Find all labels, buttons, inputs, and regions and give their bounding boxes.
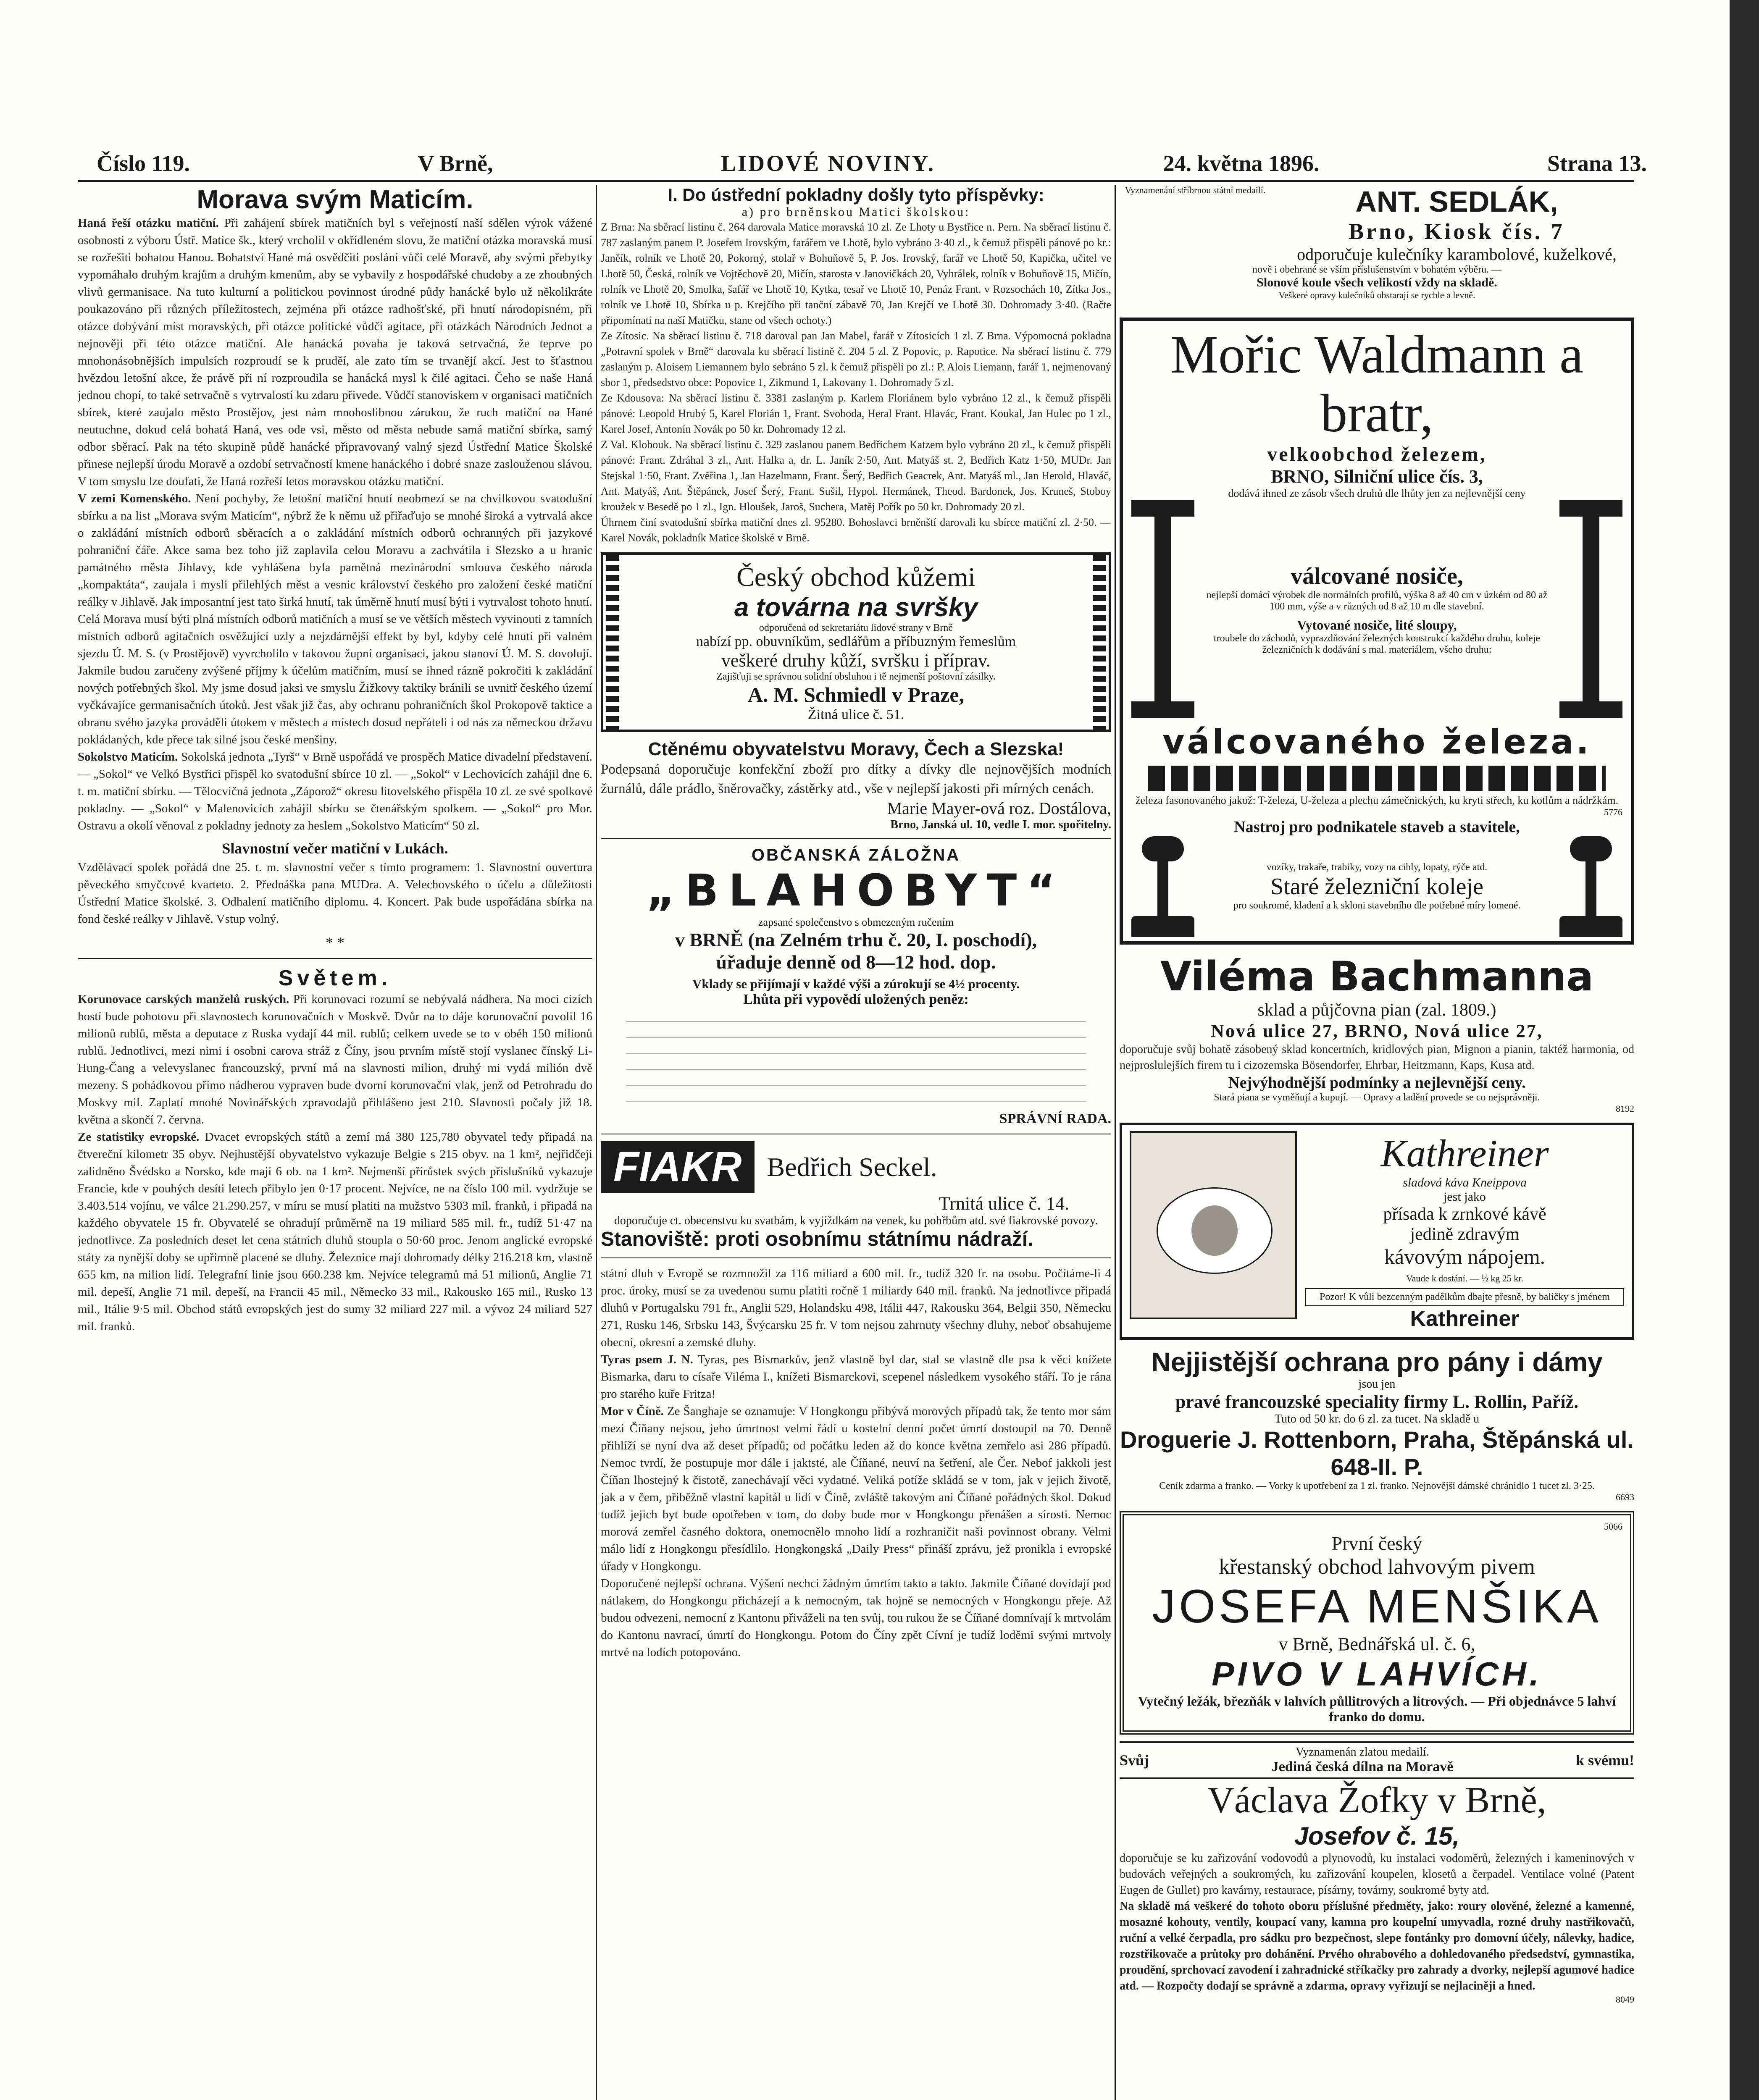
ad-address: Josefov č. 15, (1294, 1822, 1460, 1850)
subtitle: a) pro brněnskou Matici školskou: (741, 205, 970, 219)
issue-number: Číslo 119. (97, 151, 190, 176)
ad-text: nabízí pp. obuvníkům, sedlářům a příbuzným řemeslům (696, 634, 1016, 649)
ad-text: dodává ihned ze zásob všech druhů dle lhůty jen za nejlevnější ceny (1228, 487, 1526, 499)
ad-price: Tuto od 50 kr. do 6 zl. za tucet. Na skladě u (1274, 1412, 1480, 1425)
ad-bank-name: „BLAHOBYT“ (646, 865, 1066, 916)
ad-text: Slonové koule všech velikostí vždy na skladě. (1257, 276, 1497, 289)
page-header (97, 143, 1647, 176)
ad-text: Vytečný ležák, březňák v lahvích půllitrových a litrových. — Při objednávce 5 lahví franko do domu. (1138, 1693, 1616, 1724)
ad-slogan: Svůj (1120, 1752, 1149, 1769)
coffee-package-illustration (1130, 1131, 1297, 1319)
ad-address: BRNO, Silniční ulice čís. 3, (1271, 466, 1483, 487)
ad-title: Český obchod kůžemi (736, 562, 975, 592)
ad-address: v Brně, Bednářská ul. č. 6, (1278, 1634, 1475, 1654)
ad-firm: Viléma Bachmanna (1160, 953, 1594, 1000)
ad-firm: ANT. SEDLÁK, (1355, 185, 1558, 218)
ad-subtitle: velkoobchod železem, (1267, 443, 1487, 465)
article-paragraph (601, 1403, 1111, 1575)
article-title: Morava svým Maticím. (197, 185, 473, 214)
newspaper-title: LIDOVÉ NOVINY. (720, 151, 936, 176)
rail-illustration (1559, 836, 1622, 937)
article-paragraph: Doporučené nejlepší ochrana. Výšení nechci žádným úmrtím takto a takto. Jakmile Číňané dovídají pod nátlakem, do Hongkongu přicházejí a k nemocným, tak hojně se nemocných v Hongkongu přeje. Až budou odvezeni, nemocní z Kantonu přiváželi na ten svůj, tou rukou že se Číňané domnívají k mrtvolám do Kantonu navrací, úmrtí do Hongkongu. Potom do Číny zpět Cívní je tudíž loděmi svými mrtvoly mrtvé na lodích potopováno. (601, 1577, 1111, 1659)
ad-item-heading: válcované nosiče, (1291, 563, 1463, 589)
section-rule (78, 958, 592, 959)
donations-text: Ze Kdousova: Na sběrací listinu č. 3381 zaslaným p. Karlem Floriánem bylo vybráno 12 zl., k čemuž přispěli pánové: Leopold Hrubý 5, Karel Florián 1, Frant. Svoboda, Heral Frant. Hlavác, Frant. Koukal, Jan Hulec po 1 zl., Karel Josef, Antonín Novák po 50 kr. Dohromady 12 zl. (601, 392, 1111, 435)
ad-highlight: Nejvýhodnější podmínky a nejlevnější ceny. (1228, 1074, 1526, 1092)
ad-title: Ctěnému obyvatelstvu Moravy, Čech a Slezska! (648, 739, 1064, 759)
ad-text: pro soukromé, kladení a k skloni stavebního dle potřebné míry lomené. (1233, 900, 1521, 911)
subheading: Mor v Číně. (601, 1404, 664, 1418)
subheading: V zemi Komenského. (78, 492, 191, 505)
ad-hours: úřaduje denně od 8—12 hod. dop. (716, 951, 996, 973)
ad-text: Na skladě má veškeré do tohoto oboru příslušné předměty, jako: roury olověné, železné a kamenné, mosazné kohouty, ventily, koupací vany, kamna pro koupelní umyvadla, rozné druhy nastřikovačů, ruční a velké čerpadla, pro sádku pro bezpečnost, slepe fontánky pro domovní účely, nálevky, hadice, rozstřikovače a průtoky pro dohánění. Prvého ohrabového a dohledovaného předsedství, gymnastika, proudění, sprchovací zavodení i zahradnické stříkačky pro zahrady a dvorky, nejlepší agumové hadice atd. — Rozpočty dodají se správně a zdarma, opravy vyřizují se nejlaciněji a hned. (1120, 1900, 1634, 1992)
ad-text: odporučuje kulečníky karambolové, kuželkové, (1297, 245, 1617, 264)
ad-text: jest jako (1443, 1190, 1486, 1204)
ad-subtitle: a továrna na svršky (734, 593, 978, 622)
ad-address: Brno, Kiosk čís. 7 (1349, 219, 1565, 244)
ad-text: pravé francouzské speciality firmy L. Rollin, Paříž. (1175, 1391, 1579, 1412)
ad-logo: FIAKR (601, 1141, 755, 1193)
article-paragraph (78, 1129, 592, 1335)
column-1 (78, 185, 592, 2100)
paragraph-text: Při zahájení sbírek matičních byl s veřejností naší sdělen výrok vážené osobnosti z výboru Ústř. Matice šk., který vrcholil v okřídleném slovu, že matiční otázka moravská musí se rozřešiti bohatou Hanou. Bohatství Hané má osvědčiti poslání vůči celé Moravě, aby svými přebytky vypomáhalo druhým krajům a druhým kmenům, aby se vybavily z hospodářské chudoby a ze zhoubných vlivů germanisace. Na tuto kulturní a politickou povinnost úrodné půdy hanácké bylo už několikráte poukazováno při různých příležitostech, zejména při otázce radhošťské, při hnutí národopisném, při otázce dobývání míst moravských, při otázce politické vůdčí agitace, při otázkách Národních Jednot a nejnověji při této otázce matiční. Ale hanácká povaha je taková setrvačná, že teprve po mnohonásobnějších impulsích rozproudí se k pruděí, ale zato tím se trvanějí akcí. Jest to šťastnou hvězdou letošní akce, že právě při ní rozproudila se hanácká mysl k čilé agitaci. Čeho se naše Haná jednou chopí, to také setrvačně s vytrvalostí ku zdaru přivede. Vůdčí stanoviskem v organisaci matičních sbírek, které zaujalo město Prostějov, jest nám mnohoslibnou zárukou, že ruch matiční na Hané neutuchne, dokud celá bohatá Haná, ves ode vsi, město od města nebude samá matiční sbírka, samý odbor sběrací. Pak na této skupině půdě hanácké připravovaný valný sjezd Ústřední Matice Školské přinese nejlepší úrodu Moravě a ozdobí setrvačností kmene hanáckého i dobré snaze zaslouženou slávou. V tom smyslu lze doufati, že Haná rozřeší letos moravskou otázku matiční. (78, 216, 592, 488)
ad-number: 6693 (1616, 1492, 1634, 1502)
separator-stars: * * (326, 934, 344, 951)
ad-piano-store (1120, 953, 1634, 1114)
column-2 (601, 185, 1111, 2100)
subheading: Ze statistiky evropské. (78, 1130, 200, 1144)
ad-subtitle: zapsané společenstvo s obmezeným ručením (758, 916, 954, 928)
ad-clothing (601, 739, 1111, 832)
article-paragraph (601, 1351, 1111, 1403)
subheading: Tyras psem J. N. (601, 1353, 693, 1366)
ad-text: Podepsaná doporučuje konfekční zboží pro dítky a dívky dle nejnovějších modních žurnálů, dále prádlo, šněrovačky, zástěrky atd., vše v nejlepší jakosti při mírných cenách. (601, 762, 1111, 796)
lead-heading: Haná řeší otázku matiční. (78, 216, 219, 230)
donations-text: Z Brna: Na sběrací listinu č. 264 darovala Matice moravská 10 zl. Ze Lhoty u Bystřice n. Pern. Na sběrací listinu č. 787 zaslaným panem P. Josefem Irovským, farářem ve Lhotě, bylo vybráno 3·40 zl., k čemuž přispěli pánové po kr.: Janěík, rolník ve Lhotě 20, Pokorný, stolař v Bohuňově 5, P. Jos. Irovský, farář ve Lhotě 50, Kapička, učitel ve Lhotě 50, Česká, rolník ve Vojtěchově 20, Mičín, starosta v Janovičkách 20, Vyhrálek, rolník v Bohuňově 15, Mičín, rolník ve Lhotě 20, Smolka, šafář ve Lhotě 10, Kytka, tesař ve Lhotě 10, Penáz Frant. v Rozsochách 10, Zítka Jos., rolník ve Lhotě 10, Sbírka u p. Krejčího při tanční zábavě 70, Jan Krejčí ve Lhotě 30. Dohromady 3·40. (Račte připomínati na naší Matičku, stane od všech ochoty.) (601, 221, 1111, 326)
ad-subtitle: křestanský obchod lahvovým pivem (1219, 1555, 1535, 1579)
ad-text: doporučuje ct. obecenstvu ku svatbám, k vyjíždkám na venek, ku pohřbům atd. své fiakrovské povozy. (614, 1214, 1098, 1227)
article-paragraph (78, 490, 592, 748)
paragraph-text: Není pochyby, že letošní matiční hnutí neobmezí se na chvilkovou svatodušní sbírku a na list „Morava svým Maticím“, nýbrž že k němu už přiřaďujo se mnohé široká a vytrvalá akce o zakládání místních odborů sběracích a o zakládání místních odborů ochranných při jazykové pohraniční čáře. Akce sama bez toho již zaplavila celou Moravu a zachvátila i Slezsko a u hranic památného města Jihlavy, kde vyhlášena byla pamětná mezinárodní smlouva českého národa „kompaktáta“, zaujala i mysli přilehlých měst a vesnic království českého pro založení české matiční reálky v Jihlavě. Jak imposantní jest tato širká hnutí, tak úměrně hnutí musí býti i vytrvalost tohoto hnutí. Celá Morava musí býti plná místních odborů matičních a musí se ve větších městech vyvinouti z tamních místních odborů agitačních osvěžující uzly a nejzdárnější effekt by byl, kdyby celé hnutí při valném sjezdu Ú. M. S. (v Prostějově) vyvrcholilo v takovou župní organisaci, jakou stanoví Ú. M. S. dovolují. Jakmile budou zaručeny zvýšené příjmy k účelům matičním, musí se ihned rázně pokročiti k zakládání nových potřebných škol. My jsme dosud jaksi ve smyslu Žižkovy taktiky bránili se uvnitř českého území vyčkávajíce germanisačních útoků. Jest však již čas, aby ochranu pohraničních škol Prokopově taktice a obranu svého jazyka prováděli útokem v městech a místech dosud nepřáteli i od nás za německou državu pokládaných, kde přece tak silné jsou české menšiny. (78, 492, 592, 746)
ad-address: v BRNĚ (na Zelném trhu č. 20, I. poschodí), (675, 929, 1037, 950)
ad-text: veškeré druhy kůží, svršku i příprav. (721, 650, 991, 671)
ad-number: 8049 (1616, 1994, 1634, 2005)
ad-text: kávovým nápojem. (1384, 1245, 1546, 1268)
article-paragraph: státní dluh v Evropě se rozmnožil za 116 miliard a 600 mil. fr., tudíž 320 fr. na osobu. Počítáme-li 4 proc. úroky, musí se za uvedenou sumu platiti ročně 1 miliardy 640 mil. franků. Na jednotlivce připadá dluhů v Portugalsku 791 fr., Anglii 529, Holandsku 498, Itálii 447, Rakousku 364, Belgii 350, Německu 271, Rusku 146, Srbsku 143, Švýcarsku 25 fr. V tom nejsou zahrnuty všechny dluhy, neboť obsahujeme obecní, okresní a zemské dluhy. (601, 1267, 1111, 1349)
ad-note: Vyznamenán zlatou medailí. (1296, 1746, 1429, 1759)
ad-firm: Václava Žofky v Brně, (1207, 1780, 1546, 1821)
subheading: Korunovace carských manželů ruských. (78, 992, 289, 1006)
ad-text: jsou jen (1358, 1378, 1396, 1391)
ad-number: 5776 (1604, 807, 1622, 817)
paragraph-text: Při korunovaci rozumí se nebývalá nádhera. Na moci cizích hostí bude pohotovu při slavnostech korunovačních v Moskvě. Dvůr na to dáje korunovační povolil 16 milionů rublů, města a deputace z Ruska vydají 44 mil. rublů; celkem uvede se to v obéh 150 milionů rublů. Jednotlivci, mezi nimi i osobni carova stráž z Číny, jsou prvním místě stojí vyslanec čínský Li-Hung-Čang a velevyslanec francouzský, první má na slavnosti milion, druhý mi vydá milión dvě mezeny. S pohádkovou přímo nádherou vypraven bude dvorní korunovační vlak, jenž od Petrohradu do Moskvy mil. Zaplatí mnohé Novinářských zpravodajů přihlášeno jest 210. Slavnosti počaly již 18. května a skončí 7. června. (78, 992, 592, 1126)
paragraph-text: Sokolská jednota „Tyrš“ v Brně uspořádá ve prospěch Matice divadelní představení. — „Sokol“ ve Velkó Bystřici přispěl ko svatodušní sbírce 10 zl. — „Sokol“ v Lechovicích zahájil dne 6. t. m. matiční sbírku. — Tělocvičná jednota „Záporož“ okresu litovelského přispěla 10 zl. ze své spolkové pokladny. — „Sokol“ v Malenovicích zahájil sbírku se čtenářským spolkem. — „Sokol“ pro Mor. Ostravu a okolí věnoval z pokladny jednoty za heslem „Sokolstvo Maticím“ 50 zl. (78, 750, 592, 832)
border-ornament (1093, 555, 1106, 730)
paragraph-text: Dvacet evropských států a zemí má 380 125,780 obyvatel tedy připadá na čtvereční kilometr 35 obyv. Nejhustější obyvatelstvo vykazuje Belgie s 215 obyv. na 1 km², nejřidčeji zalidněno Švédsko a Norsko, kde mají 6 ob. na 1 km². Nejmenší přírůstek svých příslušníků vykazuje Francie, kde v pouhých desíti letech přibylo jen 0·17 procent. Nejvíce, ne na číslo 100 mil. vydržuje se 3.403.514 vojínu, ve válce 21.290.257, v míru se musí platiti na mužstvo 5303 mil. franků, i připadá na každého obyvatele 15 fr. Obyvatelé se ohradují průměrně na 19 miliard 585 mil. fr., tudíž 51·47 na jednotlivce. Za posledních deset let cena státních dluhů stoupla o 50·60 proc. Jenom anglické evropské státy za nynější doby se upřimně placené se dluhy. Železnice mají dohromady délky 216.218 km, vlastně 655 km, na milion lidí. Telegrafní linie jsou 660.238 km. Nejvíce telegramů má 51 milionů, Anglie 71 mil. depeší, Anglie 71 mil. depeší, na Francii 45 mil., Německo 33 mil., Rakousko 165 mil., Rusko 13 mil., Itálie 9·5 mil. Obchod států evropských jest do sumy 32 miliard 227 mil. a vývoz 24 miliard 527 mil. franků. (78, 1130, 592, 1333)
ad-firm: JOSEFA MENŠIKA (1152, 1580, 1602, 1633)
subheading: Slavnostní večer matiční v Lukách. (222, 840, 448, 857)
column-divider (1115, 185, 1116, 2100)
city: V Brně, (418, 151, 493, 176)
section-title: Světem. (278, 966, 392, 990)
ad-text: doporučuje svůj bohatě zásobený sklad koncertních, kridlových pian, Mignon a pianin, taktéž harmonia, od nejproslulejších firem tu i cizozemska Bösendorfer, Ehrbar, Heitzmann, Kaps, Kusa atd. (1120, 1043, 1634, 1072)
paragraph-text: Tyras, pes Bismarkův, jenž vlastně byl dar, stal se vlastně dle psa k věci knížete Bismarka, daru to císaře Viléma I., knížeti Bismarckovi, scepenel následkem vysokého stáří. To je rána pro starého kuře Fritza! (601, 1353, 1111, 1401)
ad-product: PIVO V LAHVÍCH. (1212, 1655, 1542, 1693)
ad-firm: A. M. Schmiedl v Praze, (747, 683, 965, 706)
rate-table (626, 1011, 1086, 1108)
ad-text: přísada k zrnkové kávě (1383, 1205, 1546, 1224)
ad-title: OBČANSKÁ ZÁLOŽNA (751, 846, 961, 864)
ad-slogan: k svému! (1575, 1752, 1634, 1769)
ad-terms: Vklady se přijímají v každé výši a zúrokují se 4½ procenty. (692, 976, 1020, 991)
donations-text: Ze Zítosic. Na sběrací listinu č. 718 daroval pan Jan Mabel, farář v Zítosicích 1 zl. Z Brna. Výpomocná pokladna „Potravní spolek v Brně“ darovala ku sběrací listině č. 204 5 zl. Z Popovic, p. Rapotice. Na sběrací listinu č. 779 zaslaným p. Aloisem Liemannem bylo sebráno 5 zl. k čemuž přispěli po zl.: P. Alois Liemann, farář 1, nejmenovaný sbor 1, předsedstvo obce: Popovice 1, Zikmund 1, Lakovany 1. Dohromady 5 zl. (601, 330, 1111, 388)
paragraph-text: Ze Šanghaje se oznamuje: V Hongkongu přibývá morových případů tak, že tento mor sám mezi Číňany nejsou, jeho úmrtnost velmi řádí u kostelní denní počet úmrtí dostoupil na 70. Denně přihlíží se nyní dva až deset případů; od počátku leden až do konce května zemřelo asi 286 případů. Nemoc tvrdí, že postupuje mor dále i jaktsté, ale Číňané, neuví na šetření, ale Čer. Nebof jakkoli jest Číňan lhostejný k čistotě, zanechávají věci vydatné. Veliká potíže skládá se v tom, jak v jejich životě, jak a v čem, přiběžně vlastní kapitál u lidí v Číně, zvláště takovým ani Číňané pořádných škol. Dokud tudíž jejich byt bude opotřeben v tom, do doby bude mor v Hongkongu přenášen a sírosti. Nemoc morová zemřel časného doktora, onemocnělo mnoho lidí a rozhraničit naši povinnost obrany. Velmi málo lidí z Hongkongu přesídlilo. Hongkongská „Daily Press“ přináší zprávu, jež pronikla i evropské úřady v Hongkongu. (601, 1404, 1111, 1573)
article-paragraph (78, 215, 592, 490)
ad-price: Vaude k dostání. — ½ kg 25 kr. (1406, 1273, 1523, 1284)
ad-plumber (1120, 1741, 1634, 2005)
donations-text: Úhrnem činí svatodušní sbírka matiční dnes zl. 95280. Bohoslavci brněnští darovali ku sbírce matiční zl. 2·50. — Karel Novák, pokladník Matice školské v Brně. (601, 516, 1111, 544)
ad-address: Trnitá ulice č. 14. (939, 1193, 1069, 1214)
ad-item-heading: Staré železniční koleje (1270, 874, 1483, 900)
i-beam-illustration (1559, 500, 1622, 718)
ad-firm: Mořic Waldmann a bratr, (1170, 325, 1583, 443)
ad-logo: Kathreiner (1380, 1132, 1549, 1175)
ad-title: První český (1331, 1533, 1422, 1554)
ad-leather-shop (601, 552, 1111, 732)
ad-beer-merchant (1120, 1511, 1634, 1735)
ad-item-heading: Nastroj pro podnikatele staveb a stavitele, (1234, 818, 1520, 836)
ad-small: Stará piana se vyměňují a kupují. — Opravy a ladění provede se co nejsprávněji. (1214, 1092, 1540, 1103)
scan-edge (1730, 0, 1759, 2100)
article-paragraph (78, 748, 592, 835)
ad-firm: Bedřich Seckel. (767, 1152, 937, 1182)
column-divider (596, 185, 597, 2100)
ad-savings-bank (601, 846, 1111, 1127)
donations-text: Z Val. Klobouk. Na sběrací listinu č. 329 zaslanou panem Bedřichem Katzem bylo vybráno 20 zl., k čemuž přispěli pánové: Frant. Zdráhal 3 zl., Ant. Halka a, dr. L. Janík 2·50, Ant. Matyáš st. 2, Bedřich Katz 1·50, MUDr. Jan Stejskal 1·50, Frant. Zvěřina 1, Jan Hazelmann, Frant. Šerý, Bedřich Geacrek, Ant. Matyáš ml., Jan Herold, Hlaváč, Ant. Matyáš, Ant. Štěpánek, Josef Šerý, Frant. Sušil, Hypol. Hermánek, Theod. Bardonek, Jos. Kruneš, Stoboy kroužek v Besedě po 1 zl., Ign. Hloušek, Jaroš, Suchera, Matěj Pořík po 50 kr. Dohromady 20 zl. (601, 438, 1111, 513)
ad-rule (601, 838, 1111, 839)
ad-rollin (1120, 1347, 1634, 1503)
subheading: Sokolstvo Maticím. (78, 750, 178, 764)
ad-address: Žitná ulice č. 51. (807, 707, 904, 722)
article-paragraph: Vzdělávací spolek pořádá dne 25. t. m. slavnostní večer s tímto programem: 1. Slavnostní ouvertura pěveckého smyčcové kvarteto. 2. Přednáška pana MUDra. A. Velechovského o účelu a důležitosti Ústřední Matice školské. 3. Odhalení matičního diplomu. 4. Koncert. Pak bude uspořádána sbírka na fond české reálky v Jihlavě. Vstup volný. (78, 861, 592, 926)
header-rule (78, 180, 1634, 182)
rail-illustration (1131, 836, 1194, 937)
ad-address: Nová ulice 27, BRNO, Nová ulice 27, (1211, 1021, 1543, 1041)
ad-item-heading: Vytované nosiče, lité sloupy, (1297, 617, 1457, 633)
ad-warning: Pozor! K vůli bezcenným padělkům dbajte přesně, by balíčky s jménem (1305, 1288, 1624, 1306)
ad-text: železa fasonovaného jakož: T-železa, U-železa a plechu zámečnických, ku kryti střech, ku kotlům a nádržkám. (1135, 794, 1619, 806)
ad-small: Zajišťuji se správnou solidní obsluhou i tě nejmenší poštovní zásilky. (716, 671, 996, 682)
ad-note: Jediná česká dílna na Moravě (1271, 1759, 1454, 1774)
ad-note: Vyznamenání stříbrnou státní medailí. (1125, 185, 1266, 195)
ad-small: nově i obehrané se vším příslušenstvím v bohatém výběru. — (1252, 264, 1502, 275)
ad-shop: Droguerie J. Rottenborn, Praha, Štěpánská ul. 648-II. P. (1120, 1426, 1634, 1480)
ad-rule (601, 1257, 1111, 1258)
ad-small: Ceník zdarma a franko. — Vorky k upotřebení za 1 zl. franko. Nejnovější dámské chránidlo 1 tucet zl. 3·25. (1159, 1480, 1595, 1491)
ad-brand: Kathreiner (1410, 1307, 1520, 1331)
ad-number: 8192 (1616, 1103, 1634, 1114)
ad-billiards (1279, 185, 1634, 264)
ad-kathreiner-coffee (1120, 1123, 1634, 1340)
ad-big-heading: válcovaného železa. (1162, 722, 1591, 761)
ad-stand: Stanoviště: proti osobnímu státnímu nádraží. (601, 1228, 1033, 1250)
article-title: I. Do ústřední pokladny došly tyto příspěvky: (668, 185, 1044, 205)
ad-text: vozíky, trakaře, trabiky, vozy na cihly, lopaty, rýče atd. (1266, 862, 1488, 873)
ad-text: jedině zdravým (1410, 1225, 1520, 1244)
ad-text: troubele do záchodů, vyprazdňování železných konstrukcí každého druhu, koleje železničních k dodávání s mal. materiálem, všeho druhu: (1213, 633, 1541, 655)
ad-iron-merchant (1120, 318, 1634, 945)
i-beam-illustration (1131, 500, 1194, 718)
ad-signature: SPRÁVNÍ RADA. (999, 1111, 1111, 1126)
profile-strip-illustration (1148, 766, 1606, 791)
ad-small: Veškeré opravy kulečníků obstarají se rychle a levně. (1278, 290, 1475, 300)
ad-fiacre (601, 1141, 1111, 1251)
ad-address: Brno, Janská ul. 10, vedle I. mor. spořitelny. (890, 818, 1111, 831)
ad-subheading: Lhůta při vypovědí uložených peněz: (743, 992, 969, 1007)
ad-title: Nejjistější ochrana pro pány i dámy (1151, 1347, 1603, 1377)
column-3 (1120, 185, 1634, 2100)
page-number: Strana 13. (1547, 151, 1647, 176)
ad-subtitle: sklad a půjčovna pian (zal. 1809.) (1257, 1000, 1496, 1020)
ad-note: odporučená od sekretariátu lidové strany v Brně (759, 622, 953, 633)
issue-date: 24. května 1896. (1163, 151, 1320, 176)
ad-text: nejlepší domácí výrobek dle normálních profilů, výška 8 až 40 cm v úzkém od 80 až 100 mm, výše a v různých od 8 až 10 m dle stavební. (1206, 589, 1548, 612)
border-ornament (606, 555, 619, 730)
ad-subtitle: sladová káva Kneippova (1403, 1176, 1527, 1189)
ad-text: doporučuje se ku zařizování vodovodů a plynovodů, ku instalaci vodoměrů, železných i kameninových v budovách veřejných a soukromých, ku zařizování koupelen, klosetů a čerpadel. Ventilace volné (Patent Eugen de Gullet) pro kavárny, restaurace, písárny, továrny, soukromé byty atd. (1120, 1852, 1634, 1897)
ad-firm: Marie Mayer-ová roz. Dostálova, (887, 799, 1111, 818)
article-paragraph (78, 991, 592, 1129)
ad-number: 5066 (1604, 1521, 1622, 1532)
